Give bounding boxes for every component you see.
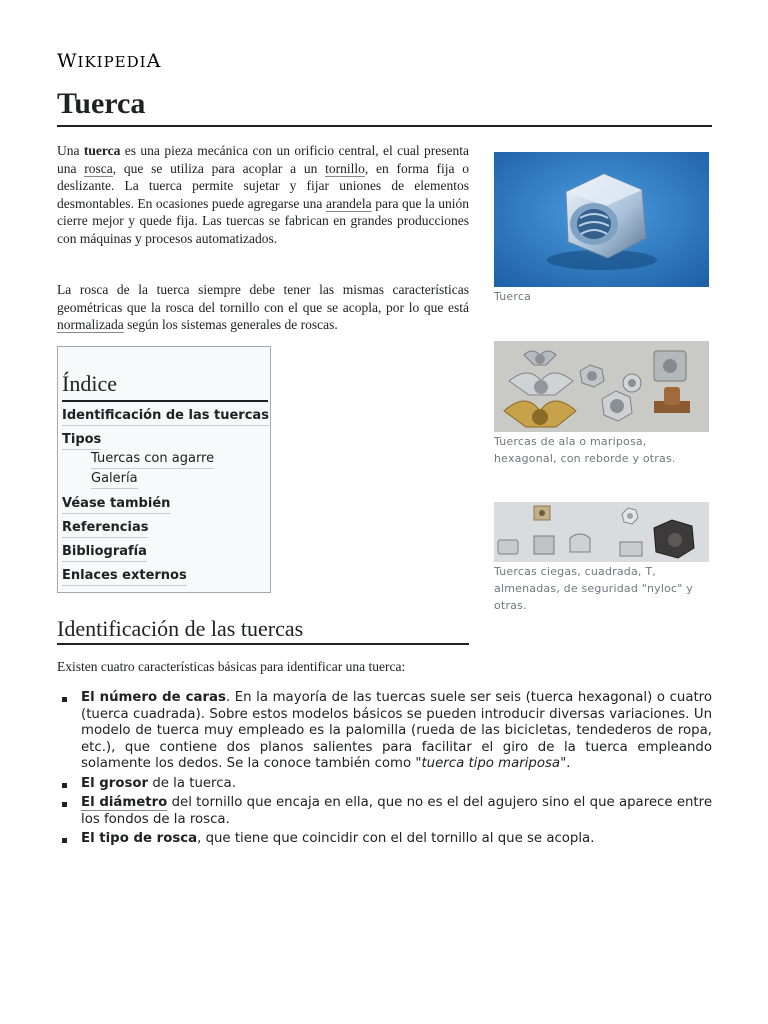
figure-caption: Tuercas ciegas, cuadrada, T, almenadas, de seguridad "nyloc" y otras.	[494, 565, 693, 612]
figure-tuercas-varias	[494, 341, 709, 467]
link-tornillo[interactable]: tornillo	[325, 160, 365, 176]
toc-item-identificacion[interactable]: Identificación de las tuercas	[62, 407, 269, 426]
intro-paragraph-1: Una tuerca es una pieza mecánica con un orificio central, el cual presenta una rosca, que se utiliza para acoplar a un tornillo, en forma fija o deslizante. La tuerca permite sujetar y fijar uniones de elementos desmontables. En ocasiones puede agregarse una arandela para que la unión cierre mejor y quede fija. Las tuercas se fabrican en grandes producciones con máquinas y procesos automatizados.	[57, 143, 470, 246]
list-item: El tipo de rosca, que tiene que coincidir con el del tornillo al que se acopla.	[57, 831, 712, 848]
figure-tuercas-especiales	[494, 502, 709, 614]
logo-letters: IKIPEDI	[77, 53, 147, 71]
hex-nut-photo[interactable]	[494, 152, 709, 287]
toc-title: Índice	[62, 370, 268, 402]
page-title: Tuerca	[57, 84, 712, 127]
section-heading-identificacion: Identificación de las tuercas	[57, 615, 469, 645]
list-item: El número de caras. En la mayoría de las tuercas suele ser seis (tuerca hexagonal) o cuatro (tuerca cuadrada). Sobre estos modelos básicos se pueden introducir diversas variaciones. Un modelo de tuerca muy empleado es la palomilla (rueda de las bicicletas, tendederos de ropa, etc.), que contiene dos planos salientes para facilitar el giro de la tuerca empleando solamente los dedos. Se la conoce también como "tuerca tipo mariposa".	[57, 690, 712, 773]
link-rosca[interactable]: rosca	[84, 160, 113, 176]
toc-item-bibliografia[interactable]: Bibliografía	[62, 543, 147, 562]
intro-paragraph-2: La rosca de la tuerca siempre debe tener las mismas características geométricas que la rosca del tornillo con el que se acopla, por lo que está normalizada según los sistemas generales de roscas.	[57, 282, 469, 333]
toc-item-tipos[interactable]: Tipos	[62, 431, 101, 450]
figure-tuerca	[494, 152, 709, 305]
wikipedia-logo[interactable]	[57, 50, 161, 72]
list-item: El diámetro del tornillo que encaja en ella, que no es el del agujero sino el que aparece entre los fondos de la rosca.	[57, 795, 712, 828]
figure-caption: Tuercas de ala o mariposa, hexagonal, con reborde y otras.	[494, 435, 676, 465]
special-nuts-photo[interactable]	[494, 502, 709, 562]
link-diametro[interactable]: El diámetro	[81, 795, 168, 810]
term-tuerca: tuerca	[83, 143, 121, 158]
link-arandela[interactable]: arandela	[325, 195, 372, 211]
figure-caption: Tuerca	[494, 290, 532, 303]
table-of-contents	[57, 346, 271, 593]
characteristics-list	[57, 690, 712, 851]
link-normalizada[interactable]: normalizada	[57, 317, 124, 333]
toc-item-vease-tambien[interactable]: Véase también	[62, 495, 170, 514]
list-item: El grosor de la tuerca.	[57, 776, 712, 793]
logo-letter-w: W	[57, 50, 78, 72]
toc-item-enlaces-externos[interactable]: Enlaces externos	[62, 567, 187, 586]
section-lead: Existen cuatro características básicas para identificar una tuerca:	[57, 659, 406, 674]
toc-item-tuercas-con-agarre[interactable]: Tuercas con agarre	[91, 450, 214, 469]
logo-letter-a: A	[146, 50, 162, 72]
toc-item-galeria[interactable]: Galería	[91, 470, 138, 489]
assorted-nuts-photo[interactable]	[494, 341, 709, 432]
toc-item-referencias[interactable]: Referencias	[62, 519, 148, 538]
